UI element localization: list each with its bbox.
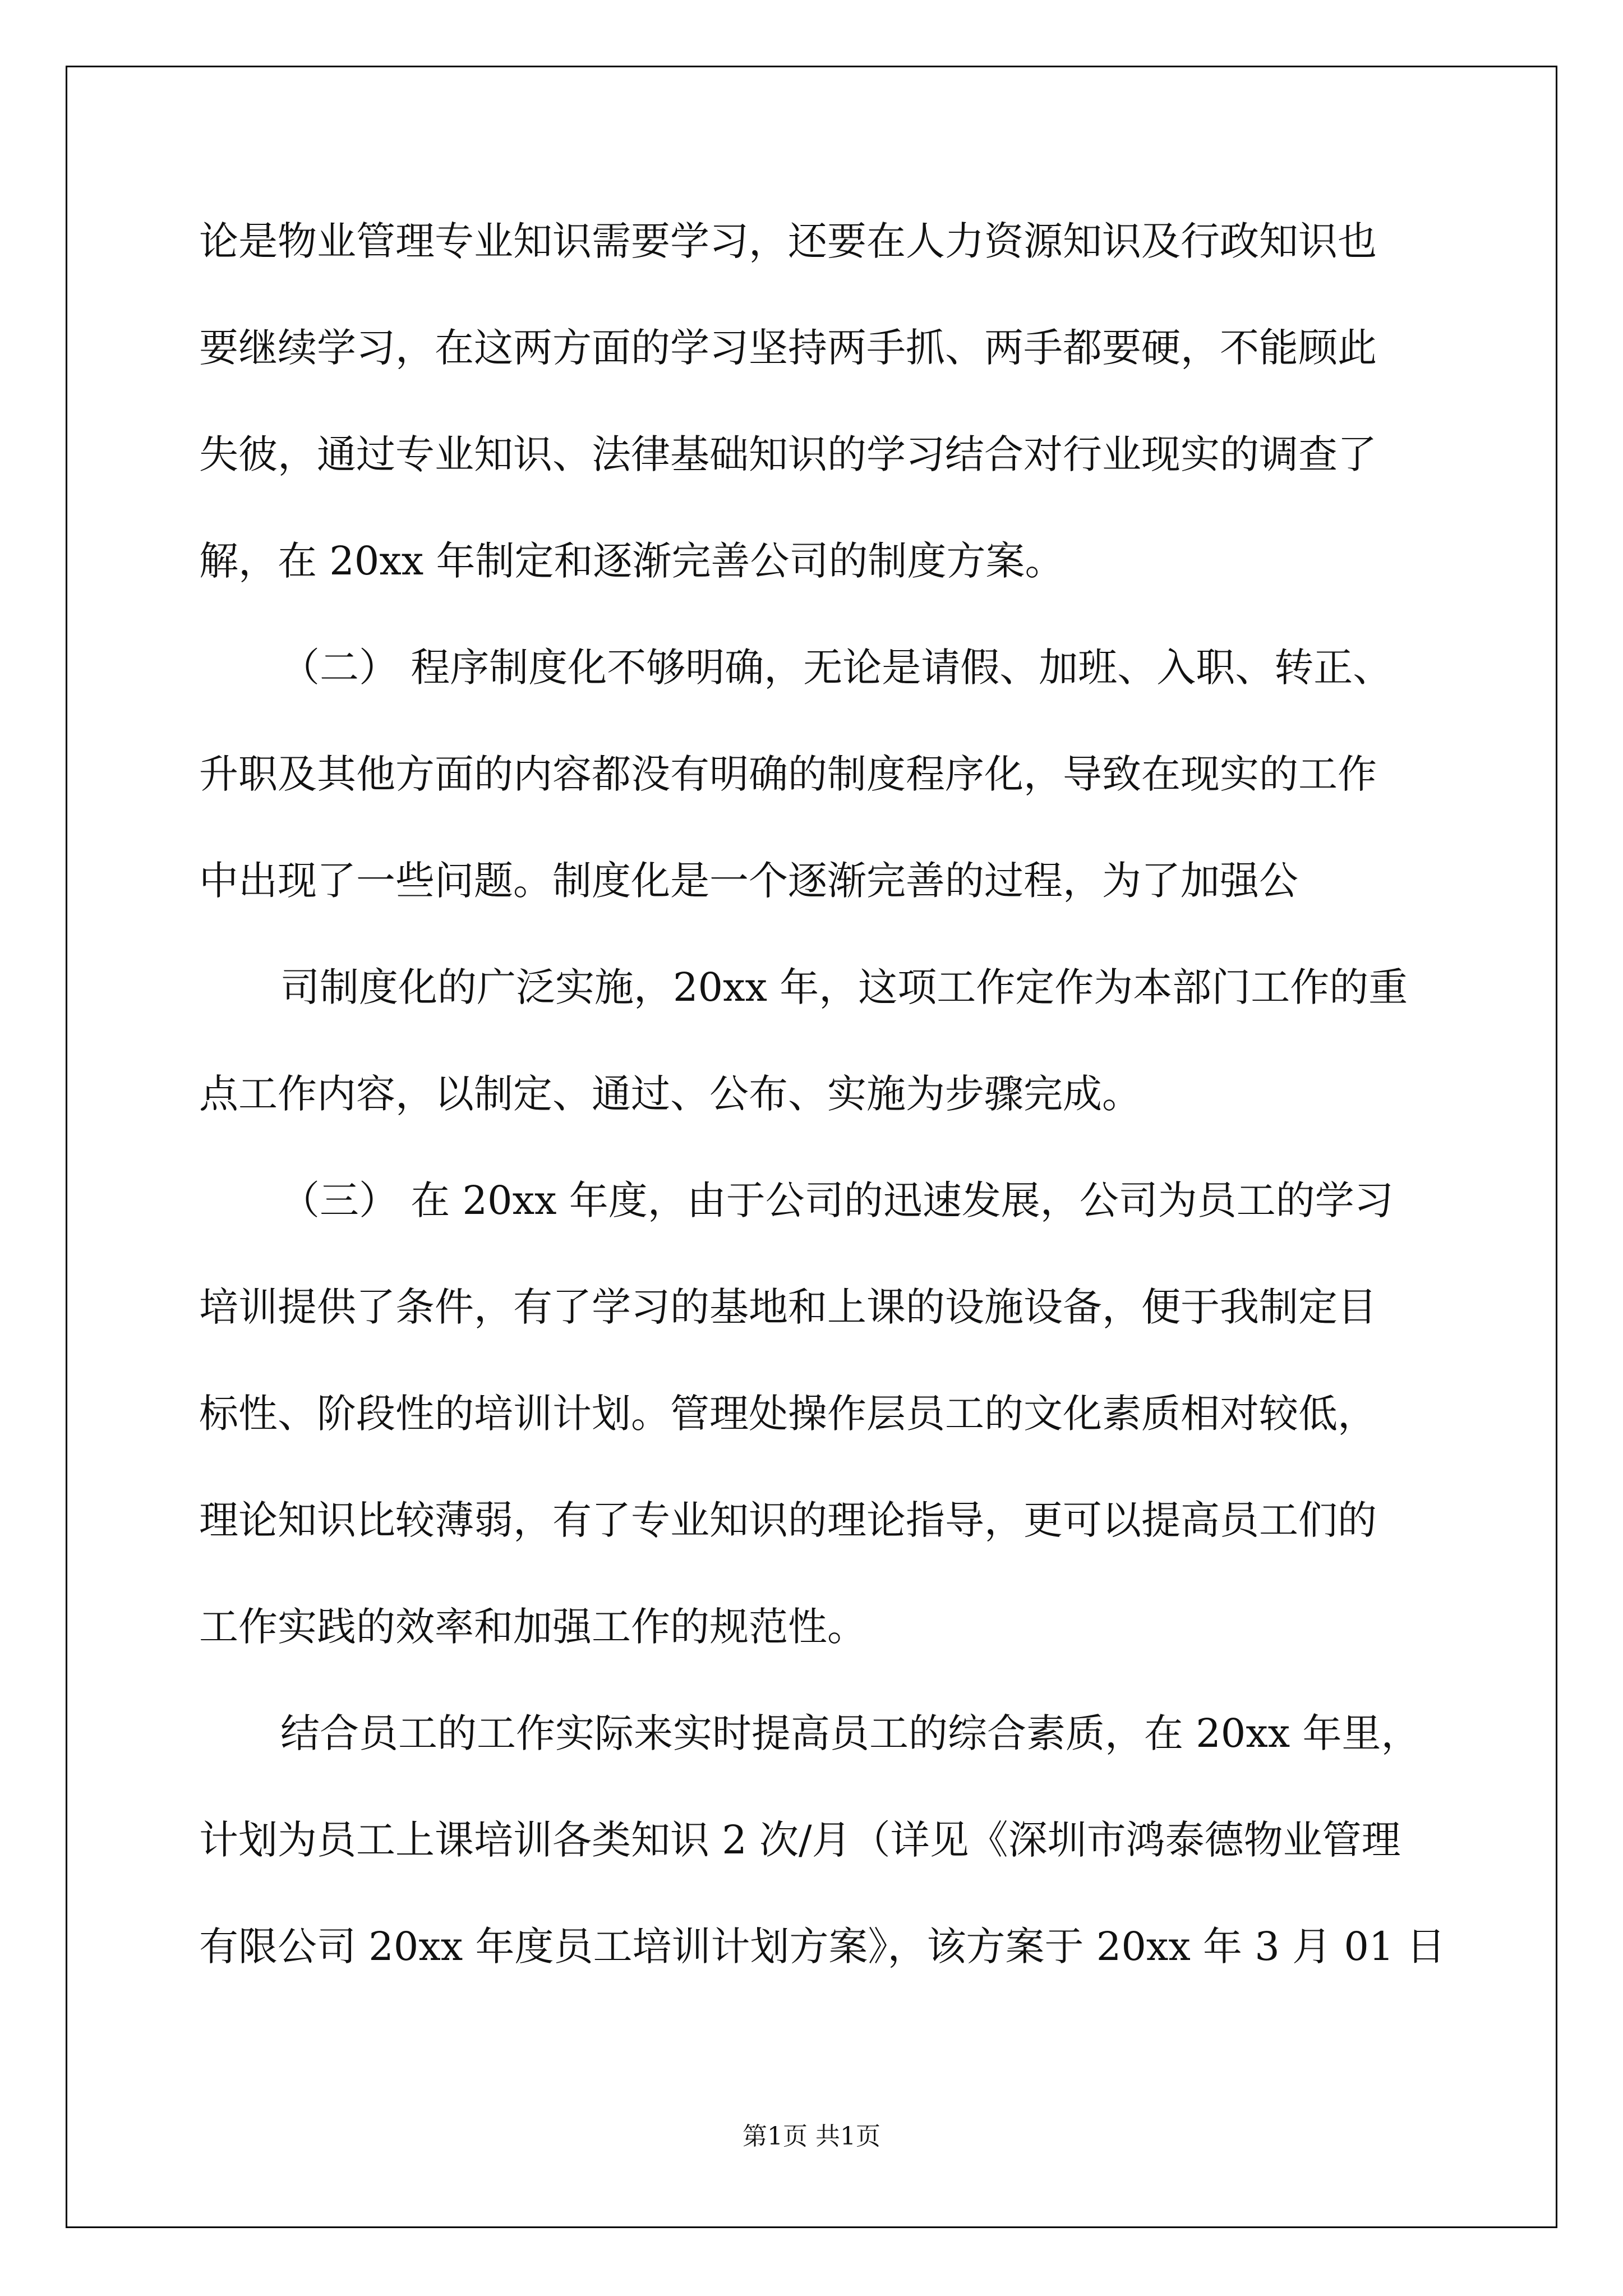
text-line: 解，在 20xx 年制定和逐渐完善公司的制度方案。 bbox=[199, 538, 1064, 584]
text-line: 理论知识比较薄弱，有了专业知识的理论指导，更可以提高员工们的 bbox=[199, 1497, 1377, 1543]
text-line: 点工作内容，以制定、通过、公布、实施为步骤完成。 bbox=[199, 1071, 1141, 1117]
text-line: （二） 程序制度化不够明确，无论是请假、加班、入职、转正、 bbox=[280, 645, 1393, 691]
text-line: 失彼，通过专业知识、法律基础知识的学习结合对行业现实的调查了 bbox=[199, 431, 1377, 477]
text-line: 结合员工的工作实际来实时提高员工的综合素质，在 20xx 年里， bbox=[280, 1710, 1421, 1756]
text-line: 有限公司 20xx 年度员工培训计划方案》，该方案于 20xx 年 3 月 01 日 bbox=[199, 1924, 1446, 1970]
text-line: 要继续学习，在这两方面的学习坚持两手抓、两手都要硬，不能顾此 bbox=[199, 325, 1377, 371]
text-line: 培训提供了条件，有了学习的基地和上课的设施设备，便于我制定目 bbox=[199, 1284, 1377, 1330]
page-number-footer: 第1页 共1页 bbox=[743, 2122, 880, 2151]
text-line: （三） 在 20xx 年度，由于公司的迅速发展，公司为员工的学习 bbox=[280, 1177, 1394, 1223]
text-line: 工作实践的效率和加强工作的规范性。 bbox=[199, 1604, 866, 1650]
text-line: 升职及其他方面的内容都没有明确的制度程序化，导致在现实的工作 bbox=[199, 751, 1377, 797]
page-border bbox=[66, 66, 1557, 2228]
text-line: 中出现了一些问题。制度化是一个逐渐完善的过程，为了加强公 bbox=[199, 858, 1298, 904]
text-line: 计划为员工上课培训各类知识 2 次/月（详见《深圳市鸿泰德物业管理 bbox=[199, 1817, 1401, 1863]
text-line: 论是物业管理专业知识需要学习，还要在人力资源知识及行政知识也 bbox=[199, 218, 1377, 264]
text-line: 标性、阶段性的培训计划。管理处操作层员工的文化素质相对较低， bbox=[199, 1391, 1377, 1437]
text-line: 司制度化的广泛实施，20xx 年，这项工作定作为本部门工作的重 bbox=[280, 964, 1408, 1010]
